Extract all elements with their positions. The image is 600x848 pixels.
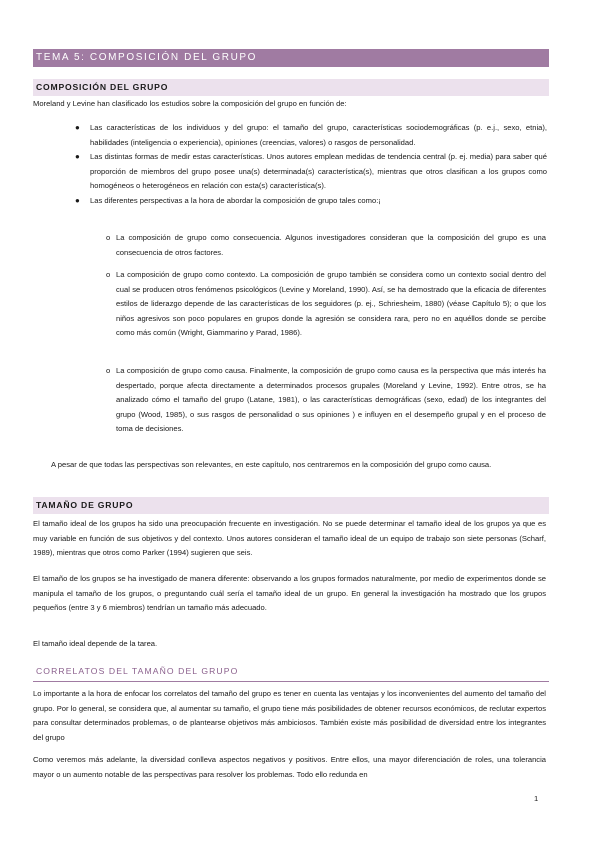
sub-item-consecuencia [106,231,546,260]
sub-item-text: La composición de grupo como causa. Finalmente, la composición de grupo como causa es la perspectiva que más interés ha despertado, porque afecta directamente a determinados procesos grupales (Moreland y Levine, 1992). Entre otros, se ha analizado cómo el tamaño del grupo (Latane, 1981), o las características demográficas (sexo, edad) de los integrantes del grupo (Wood, 1985), o sus rasgos de personalidad o sus opiniones ) e influyen en el desempeño grupal y en el proceso de toma de decisiones. [116,366,546,434]
section-heading-correlatos: CORRELATOS DEL TAMAÑO DEL GRUPO [33,665,549,682]
tamano-paragraph-3: El tamaño ideal depende de la tarea. [33,639,158,648]
sub-item-causa [106,364,546,437]
tamano-paragraph-1: El tamaño ideal de los grupos ha sido una preocupación frecuente en investigación. No se puede determinar el tamaño ideal de los grupos ya que es muy variable en función de sus objetivos y del contexto. Unos autores consideran el tamaño ideal de un equipo de trabajo son siete personas (Scharf, 1989), mientras que otros como Parker (1994) sugieren que seis. [33,519,546,558]
page-number: 1 [534,794,539,803]
circle-bullet-icon: o [106,233,111,242]
tamano-paragraph-2: El tamaño de los grupos se ha investigado de manera diferente: observando a los grupos formados naturalmente, por medio de experimentos donde se manipula el tamaño de los grupos, o preguntando cuál sería el tamaño ideal de un grupo. En general la investigación ha mostrado que los grupos pequeños (entre 3 y 6 miembros) tendrían un tamaño más adecuado. [33,574,546,613]
bullet-item [75,194,547,209]
intro-paragraph: Moreland y Levine han clasificado los estudios sobre la composición del grupo en función de: [33,99,347,108]
correlatos-paragraph-2: Como veremos más adelante, la diversidad conlleva aspectos negativos y positivos. Entre ellos, una mayor diferenciación de roles, una tolerancia mayor o un aumento notable de las perspectivas para resolver los problemas. Todo ello redunda en [33,755,546,779]
correlatos-paragraph-1: Lo importante a la hora de enfocar los correlatos del tamaño del grupo es tener en cuenta las ventajas y los inconvenientes del aumento del tamaño del grupo. Por lo general, se considera que, al aumentar su tamaño, el grupo tiene más posibilidades de obtener recursos económicos, de reclutar expertos para consultar determinados problemas, o de plantearse objetivos más ambiciosos. También existe más posibilidad de diversidad entre los integrantes del grupo [33,689,546,742]
bullet-text: Las distintas formas de medir estas características. Unos autores emplean medidas de tendencia central (p. ej. media) para saber qué proporción de miembros del grupo posee una(s) determinada(s) característica(s), mientras que otros clasifican a los grupos como homogéneos o heterogéneos en relación con esta(s) característica(s). [90,152,547,191]
bullet-list [75,121,547,209]
bullet-text: Las diferentes perspectivas a la hora de abordar la composición de grupo tales como:¡ [90,195,381,205]
bullet-icon: ● [75,195,80,205]
sub-item-text: La composición de grupo como consecuencia. Algunos investigadores consideran que la composición del grupo es una consecuencia de otros factores. [116,233,546,257]
bullet-icon: ● [75,152,80,162]
bullet-icon: ● [75,123,80,132]
circle-bullet-icon: o [106,270,111,279]
circle-bullet-icon: o [106,366,111,375]
closing-paragraph: A pesar de que todas las perspectivas son relevantes, en este capítulo, nos centraremos en la composición del grupo como causa. [51,460,492,469]
bullet-item [75,121,547,150]
section-heading-composicion: COMPOSICIÓN DEL GRUPO [33,79,549,96]
section-heading-tamano: TAMAÑO DE GRUPO [33,497,549,514]
sub-item-contexto [106,268,546,341]
bullet-text: Las características de los individuos y del grupo: el tamaño del grupo, características sociodemográficas (p. e.j., sexo, etnia), habilidades (inteligencia o experiencia), opiniones (creencias, valores) o rasgos de personalidad. [90,123,547,147]
sub-item-text: La composición de grupo como contexto. La composición de grupo también se considera como un contexto social dentro del cual se producen otros fenómenos psicológicos (Levine y Moreland, 1990). Así, se ha demostrado que la eficacia de diferentes estilos de liderazgo depende de las características de los seguidores (p. ej., Schriesheim, 1880) (véase Capítulo 5); o que los niños agresivos son poco populares en grupos donde la agresión se considera rara, pero no en aquéllos donde se percibe como más común (Wright, Giammarino y Parad, 1986). [116,270,546,338]
topic-title: TEMA 5: COMPOSICIÓN DEL GRUPO [33,49,549,67]
bullet-item [75,150,547,194]
